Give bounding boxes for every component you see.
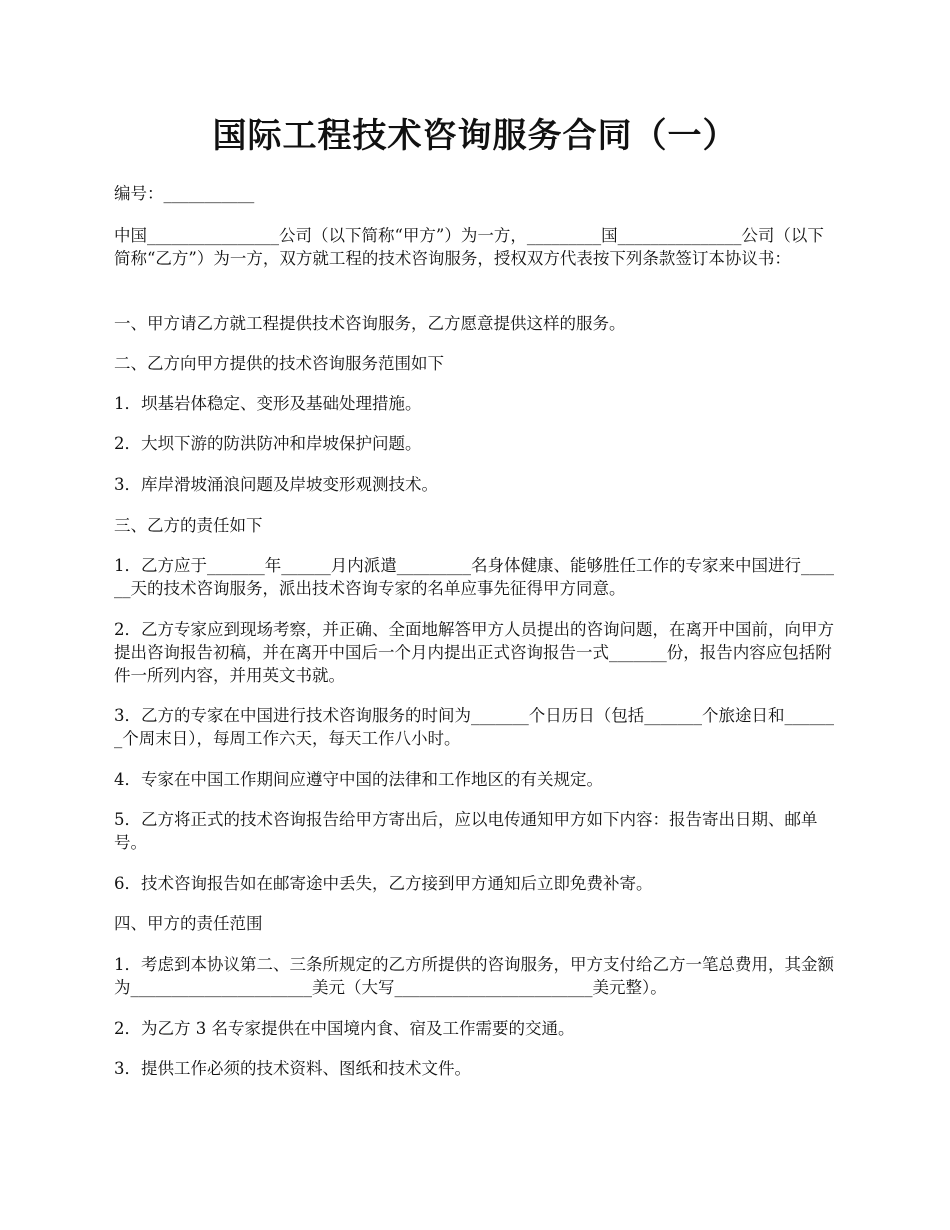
article-2-item-2: 2．大坝下游的防洪防冲和岸坡保护问题。 bbox=[114, 434, 422, 453]
article-3-item-5: 5．乙方将正式的技术咨询报告给甲方寄出后，应以电传通知甲方如下内容：报告寄出日期、邮单号。 bbox=[114, 810, 818, 852]
article-3-item-3: 3．乙方的专家在中国进行技术咨询服务的时间为_______个日历日（包括_______个旅途日和_______个周末日），每周工作六天，每天工作八小时。 bbox=[114, 706, 834, 748]
article-4-item-1: 1．考虑到本协议第二、三条所规定的乙方所提供的咨询服务，甲方支付给乙方一笔总费用，其金额为______________________美元（大写________________________美元整）。 bbox=[114, 955, 834, 997]
article-3-heading: 三、乙方的责任如下 bbox=[114, 516, 263, 535]
article-3-item-4: 4．专家在中国工作期间应遵守中国的法律和工作地区的有关规定。 bbox=[114, 770, 603, 789]
article-3-item-2: 2．乙方专家应到现场考察，并正确、全面地解答甲方人员提出的咨询问题，在离开中国前，向甲方提出咨询报告初稿，并在离开中国后一个月内提出正式咨询报告一式_______份，报告内容应包括附件一所列内容，并用英文书就。 bbox=[114, 620, 834, 685]
parties-intro-paragraph: 中国________________公司（以下简称“甲方”）为一方，_________国_______________公司（以下简称“乙方”）为一方，双方就工程的技术咨询服务，授权双方代表按下列条款签订本协议书： bbox=[114, 226, 824, 268]
article-3-item-1: 1．乙方应于_______年______月内派遣_________名身体健康、能够胜任工作的专家来中国进行______天的技术咨询服务，派出技术咨询专家的名单应事先征得甲方同意。 bbox=[114, 556, 834, 598]
article-4-item-3: 3．提供工作必须的技术资料、图纸和技术文件。 bbox=[114, 1059, 471, 1078]
article-3-item-6: 6．技术咨询报告如在邮寄途中丢失，乙方接到甲方通知后立即免费补寄。 bbox=[114, 874, 653, 893]
article-2-item-3: 3．库岸滑坡涌浪问题及岸坡变形观测技术。 bbox=[114, 475, 438, 494]
article-1: 一、甲方请乙方就工程提供技术咨询服务，乙方愿意提供这样的服务。 bbox=[114, 314, 626, 333]
article-4-heading: 四、甲方的责任范围 bbox=[114, 914, 263, 933]
article-2-heading: 二、乙方向甲方提供的技术咨询服务范围如下 bbox=[114, 354, 444, 373]
document-title: 国际工程技术咨询服务合同（一） bbox=[212, 116, 738, 156]
article-4-item-2: 2．为乙方 3 名专家提供在中国境内食、宿及工作需要的交通。 bbox=[114, 1019, 575, 1038]
article-2-item-1: 1．坝基岩体稳定、变形及基础处理措施。 bbox=[114, 394, 422, 413]
contract-number: 编号：___________ bbox=[114, 184, 255, 203]
